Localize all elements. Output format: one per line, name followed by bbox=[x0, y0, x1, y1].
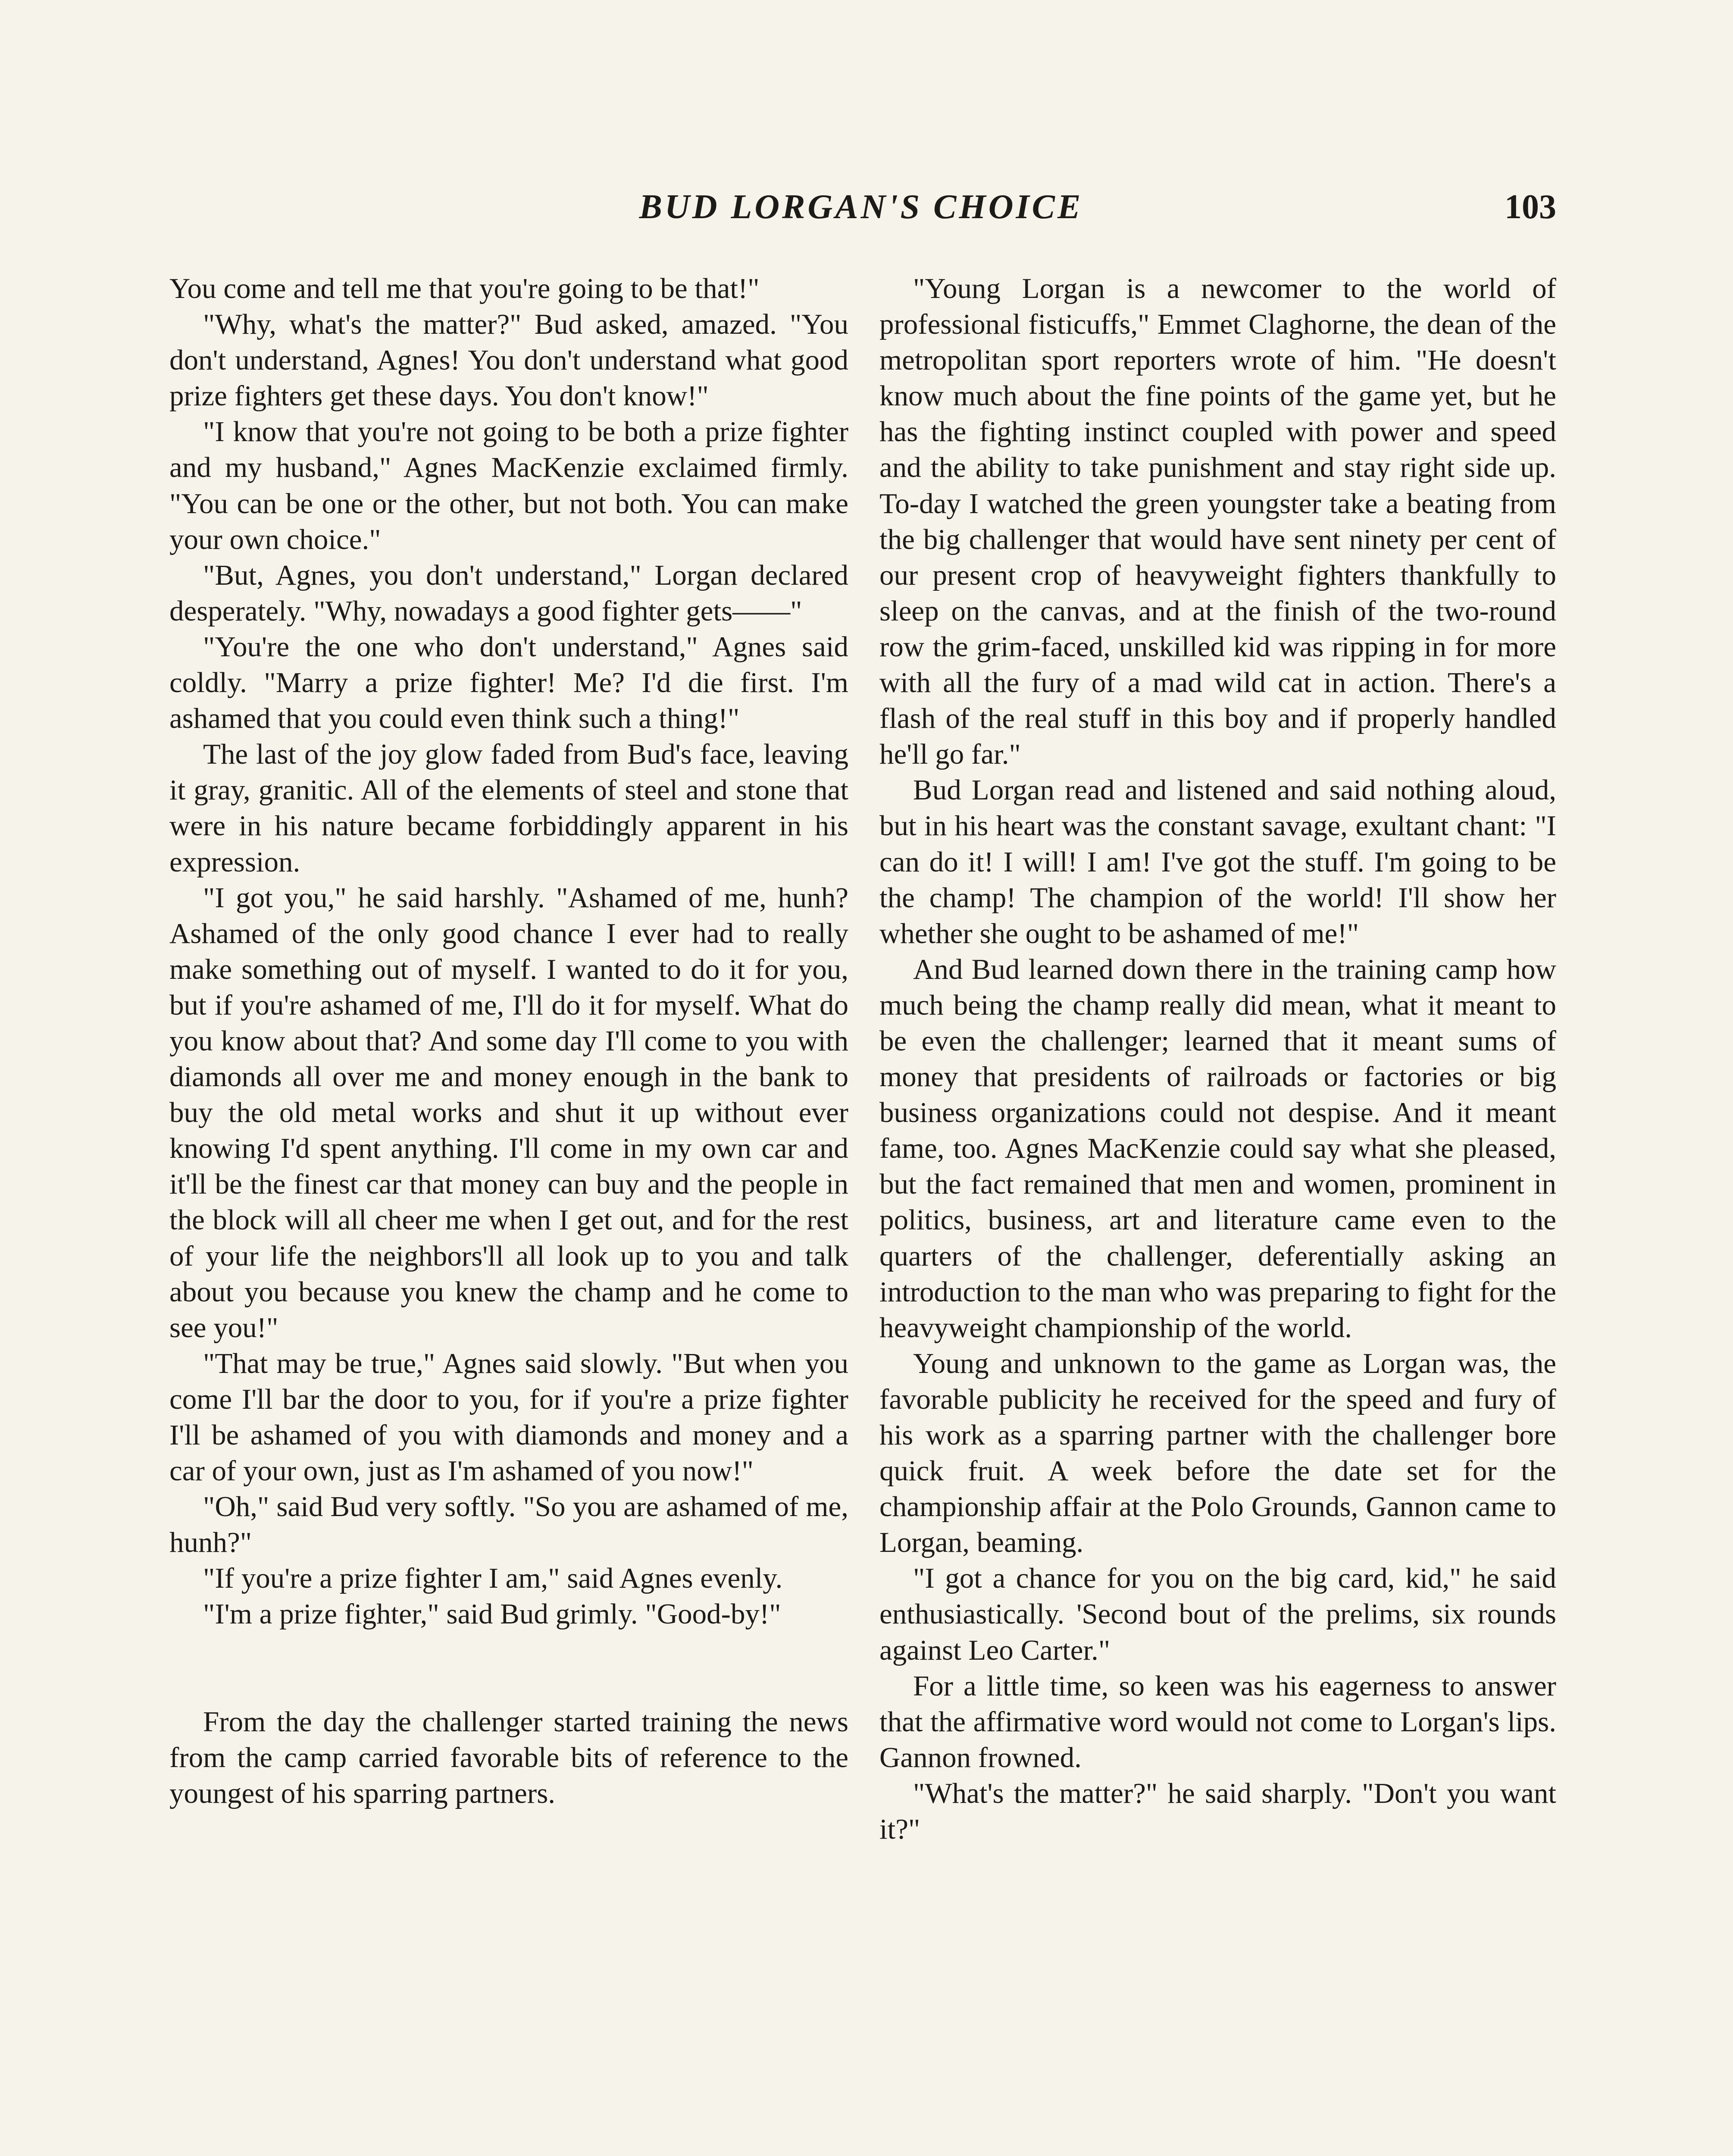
paragraph: From the day the challenger started training the news from the camp carried favorable bits of reference to the youngest of his sparring partners. bbox=[169, 1705, 848, 1809]
paragraph: The last of the joy glow faded from Bud's face, leaving it gray, granitic. All of the elements of steel and stone that were in his nature became forbiddingly apparent in his expression. bbox=[169, 738, 848, 878]
paragraph: For a little time, so keen was his eagerness to answer that the affirmative word would not come to Lorgan's lips. Gannon frowned. bbox=[879, 1670, 1556, 1774]
paragraph: "I got a chance for you on the big card, kid," he said enthusiastically. 'Second bout of the prelims, six rounds against Leo Carter." bbox=[879, 1562, 1556, 1666]
paragraph: "I'm a prize fighter," said Bud grimly. "Good-by!" bbox=[203, 1598, 781, 1630]
paragraph: "You're the one who don't understand," Agnes said coldly. "Marry a prize fighter! Me? I'd die first. I'm ashamed that you could even think such a thing!" bbox=[169, 630, 848, 735]
page-header bbox=[166, 190, 1556, 250]
paragraph: "I got you," he said harshly. "Ashamed of me, hunh? Ashamed of the only good chance I ever had to really make something out of myself. I wanted to do it for you, but if you're ashamed of me, I'll do it for myself. What do you know about that? And some day I'll come to you with diamonds all over me and money enough in the bank to buy the old metal works and shut it up without ever knowing I'd spent anything. I'll come in my own car and it'll be the finest car that money can buy and the people in the block will all cheer me when I get out, and for the rest of your life the neighbors'll all look up to you and talk about you because you knew the champ and he come to see you!" bbox=[169, 881, 848, 1344]
paragraph: Young and unknown to the game as Lorgan was, the favorable publicity he received for the speed and fury of his work as a sparring partner with the challenger bore quick fruit. A week before the date set for the championship affair at the Polo Grounds, Gannon came to Lorgan, beaming. bbox=[879, 1347, 1556, 1559]
left-column bbox=[169, 271, 848, 1811]
paragraph: "If you're a prize fighter I am," said Agnes evenly. bbox=[203, 1562, 783, 1595]
paragraph: And Bud learned down there in the training camp how much being the champ really did mean, what it meant to be even the challenger; learned that it meant sums of money that presidents of railroads or factories or big business organizations could not despise. And it meant fame, too. Agnes MacKenzie could say what she pleased, but the fact remained that men and women, prominent in politics, business, art and literature came even to the quarters of the challenger, deferentially asking an introduction to the man who was preparing to fight for the heavyweight championship of the world. bbox=[879, 953, 1556, 1344]
right-column bbox=[879, 271, 1556, 1847]
paragraph: You come and tell me that you're going to be that!" bbox=[169, 273, 760, 304]
paragraph: "That may be true," Agnes said slowly. "But when you come I'll bar the door to you, for if you're a prize fighter I'll be ashamed of you with diamonds and money and a car of your own, just as I'm ashamed of you now!" bbox=[169, 1347, 848, 1487]
paragraph: "Why, what's the matter?" Bud asked, amazed. "You don't understand, Agnes! You don't understand what good prize fighters get these days. You don't know!" bbox=[169, 308, 848, 412]
page-number: 103 bbox=[1505, 188, 1556, 226]
paragraph: "Oh," said Bud very softly. "So you are ashamed of me, hunh?" bbox=[169, 1491, 848, 1559]
paragraph: "What's the matter?" he said sharply. "Don't you want it?" bbox=[879, 1777, 1556, 1846]
paragraph: Bud Lorgan read and listened and said nothing aloud, but in his heart was the constant savage, exultant chant: "I can do it! I will! I am! I've got the stuff. I'm going to be the champ! The champion of the world! I'll show her whether she ought to be ashamed of me!" bbox=[879, 774, 1556, 950]
running-title: BUD LORGAN'S CHOICE bbox=[639, 188, 1083, 226]
paragraph: "Young Lorgan is a newcomer to the world of professional fisticuffs," Emmet Claghorne, the dean of the metropolitan sport reporters wrote of him. "He doesn't know much about the fine points of the game yet, but he has the fighting instinct coupled with power and speed and the ability to take punishment and stay right side up. To-day I watched the green youngster take a beating from the big challenger that would have sent ninety per cent of our present crop of heavyweight fighters thankfully to sleep on the canvas, and at the finish of the two-round row the grim-faced, unskilled kid was ripping in for more with all the fury of a mad wild cat in action. There's a flash of the real stuff in this boy and if properly handled he'll go far." bbox=[879, 273, 1556, 771]
paragraph: "But, Agnes, you don't understand," Lorgan declared desperately. "Why, nowadays a good fighter gets——" bbox=[169, 559, 848, 627]
paragraph: "I know that you're not going to be both a prize fighter and my husband," Agnes MacKenzie exclaimed firmly. "You can be one or the other, but not both. You can make your own choice." bbox=[169, 416, 848, 555]
